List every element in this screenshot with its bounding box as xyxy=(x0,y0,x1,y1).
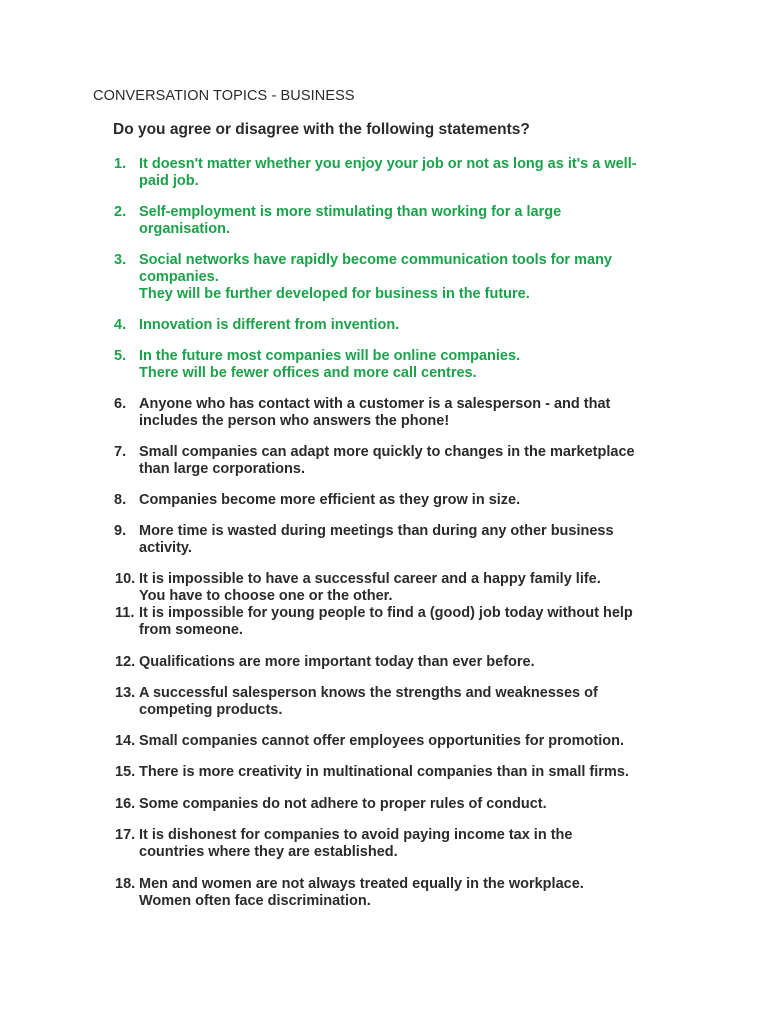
item-text-line: Men and women are not always treated equally in the workplace. xyxy=(139,876,584,892)
item-text-line: It is dishonest for companies to avoid paying income tax in the xyxy=(139,827,573,843)
item-text-line: Women often face discrimination. xyxy=(139,893,371,909)
item-text-line: Qualifications are more important today than ever before. xyxy=(139,654,535,670)
item-number: 14. xyxy=(115,733,136,749)
document-subtitle: Do you agree or disagree with the following statements? xyxy=(113,121,530,138)
item-number: 5. xyxy=(114,348,127,364)
item-number: 11. xyxy=(115,605,135,621)
item-number: 16. xyxy=(115,796,136,812)
item-text xyxy=(139,156,699,190)
item-text xyxy=(139,605,699,639)
item-text xyxy=(139,492,699,509)
item-text xyxy=(139,523,699,557)
item-number: 15. xyxy=(115,764,136,780)
item-text xyxy=(139,252,699,303)
item-text-line: Social networks have rapidly become communication tools for many xyxy=(139,252,612,268)
item-text-line: from someone. xyxy=(139,622,243,638)
item-number: 3. xyxy=(114,252,127,268)
item-text-line: Small companies can adapt more quickly to changes in the marketplace xyxy=(139,444,635,460)
item-text-line: It is impossible to have a successful career and a happy family life. xyxy=(139,571,601,587)
document-title: CONVERSATION TOPICS - BUSINESS xyxy=(93,88,355,104)
item-number: 4. xyxy=(114,317,127,333)
item-text-line: There is more creativity in multinational companies than in small firms. xyxy=(139,764,629,780)
item-number: 17. xyxy=(115,827,136,843)
item-text-line: They will be further developed for business in the future. xyxy=(139,286,530,302)
item-text xyxy=(139,876,699,910)
item-number: 7. xyxy=(114,444,127,460)
item-text-line: companies. xyxy=(139,269,219,285)
item-number: 9. xyxy=(114,523,127,539)
item-text-line: You have to choose one or the other. xyxy=(139,588,393,604)
item-text-line: Anyone who has contact with a customer is a salesperson - and that xyxy=(139,396,611,412)
item-text-line: Self-employment is more stimulating than working for a large xyxy=(139,204,562,220)
item-text-line: competing products. xyxy=(139,702,283,718)
item-text-line: organisation. xyxy=(139,221,231,237)
item-number: 10. xyxy=(115,571,136,587)
item-text xyxy=(139,796,699,813)
item-text-line: More time is wasted during meetings than during any other business xyxy=(139,523,614,539)
item-number: 18. xyxy=(115,876,136,892)
item-text-line: Small companies cannot offer employees opportunities for promotion. xyxy=(139,733,625,749)
item-text-line: Companies become more efficient as they grow in size. xyxy=(139,492,521,508)
item-number: 6. xyxy=(114,396,127,412)
item-number: 12. xyxy=(115,654,136,670)
item-text-line: In the future most companies will be online companies. xyxy=(139,348,521,364)
item-text xyxy=(139,571,699,605)
item-number: 2. xyxy=(114,204,127,220)
item-text xyxy=(139,348,699,382)
item-text xyxy=(139,685,699,719)
item-text-line: It doesn't matter whether you enjoy your job or not as long as it's a well- xyxy=(139,156,637,172)
item-text xyxy=(139,733,699,750)
item-text-line: countries where they are established. xyxy=(139,844,398,860)
item-text-line: A successful salesperson knows the strengths and weaknesses of xyxy=(139,685,598,701)
item-text-line: Some companies do not adhere to proper rules of conduct. xyxy=(139,796,547,812)
item-text-line: includes the person who answers the phone! xyxy=(139,413,450,429)
item-number: 1. xyxy=(114,156,127,172)
item-text xyxy=(139,444,699,478)
item-text xyxy=(139,317,699,334)
item-number: 13. xyxy=(115,685,136,701)
item-text xyxy=(139,654,699,671)
item-text xyxy=(139,396,699,430)
item-text xyxy=(139,827,699,861)
item-text-line: Innovation is different from invention. xyxy=(139,317,400,333)
item-text xyxy=(139,204,699,238)
item-text-line: than large corporations. xyxy=(139,461,305,477)
item-text-line: paid job. xyxy=(139,173,199,189)
item-text xyxy=(139,764,699,781)
item-text-line: It is impossible for young people to find a (good) job today without help xyxy=(139,605,633,621)
item-number: 8. xyxy=(114,492,127,508)
item-text-line: There will be fewer offices and more call centres. xyxy=(139,365,477,381)
item-text-line: activity. xyxy=(139,540,192,556)
